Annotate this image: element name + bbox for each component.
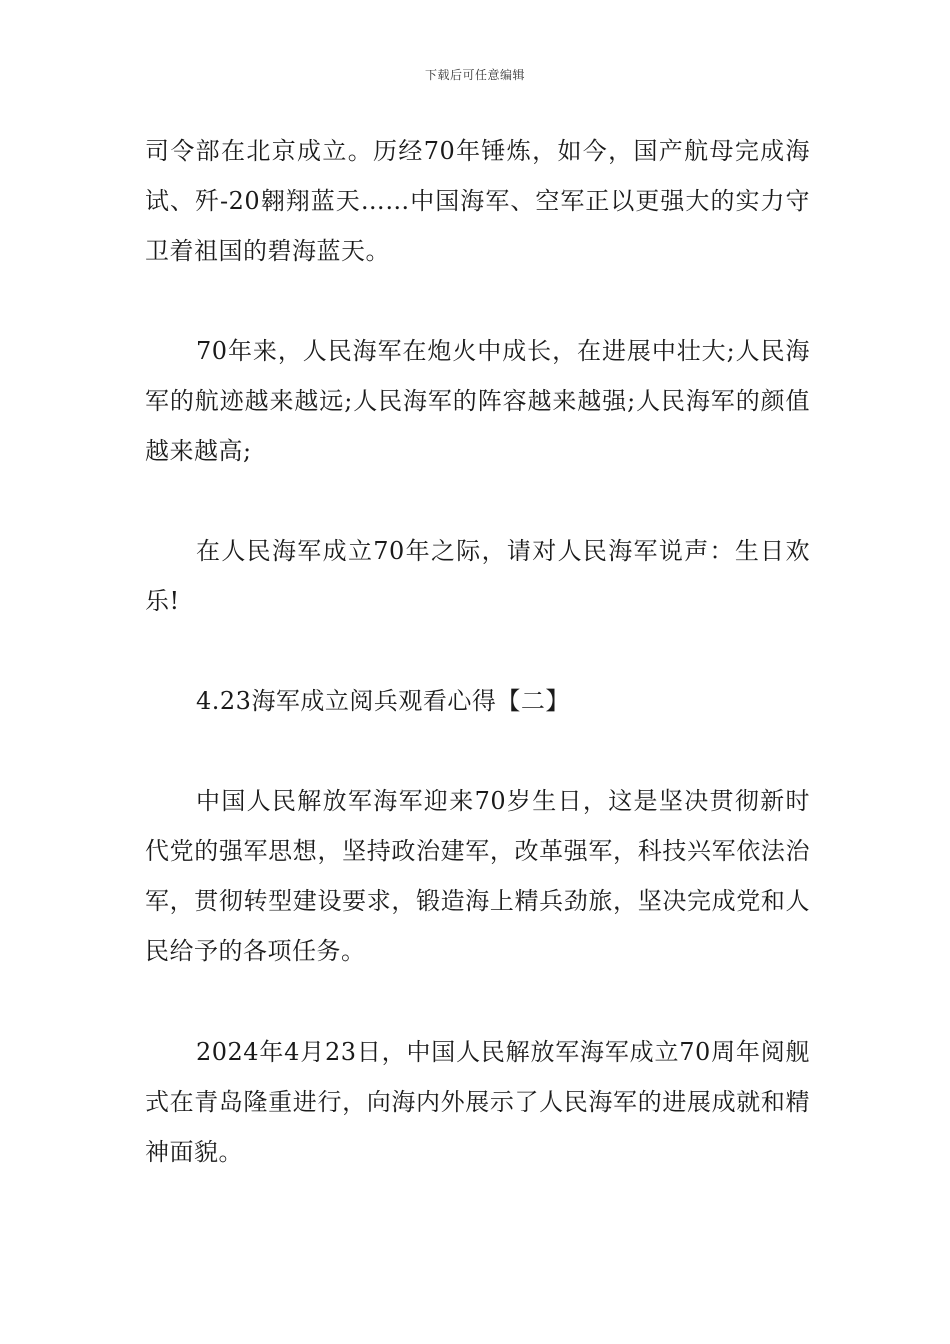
paragraph-continuation: 司令部在北京成立。历经70年锤炼，如今，国产航母完成海试、歼-20翱翔蓝天……中国海军、空军正以更强大的实力守卫着祖国的碧海蓝天。 <box>145 137 810 265</box>
page-header: 下载后可任意编辑 <box>424 68 525 82</box>
section-heading: 4.23海军成立阅兵观看心得【二】 <box>196 687 570 715</box>
document-body <box>145 126 810 1177</box>
paragraph-birthday-wish: 在人民海军成立70年之际，请对人民海军说声：生日欢乐! <box>145 537 810 615</box>
paragraph-navy-growth: 70年来，人民海军在炮火中成长，在进展中壮大;人民海军的航迹越来越远;人民海军的阵容越来越强;人民海军的颜值越来越高; <box>145 337 810 465</box>
paragraph-naval-review: 2024年4月23日，中国人民解放军海军成立70周年阅舰式在青岛隆重进行，向海内外展示了人民海军的进展成就和精神面貌。 <box>145 1038 810 1166</box>
paragraph-70th-birthday: 中国人民解放军海军迎来70岁生日，这是坚决贯彻新时代党的强军思想，坚持政治建军，改革强军，科技兴军依法治军，贯彻转型建设要求，锻造海上精兵劲旅，坚决完成党和人民给予的各项任务。 <box>145 787 810 965</box>
